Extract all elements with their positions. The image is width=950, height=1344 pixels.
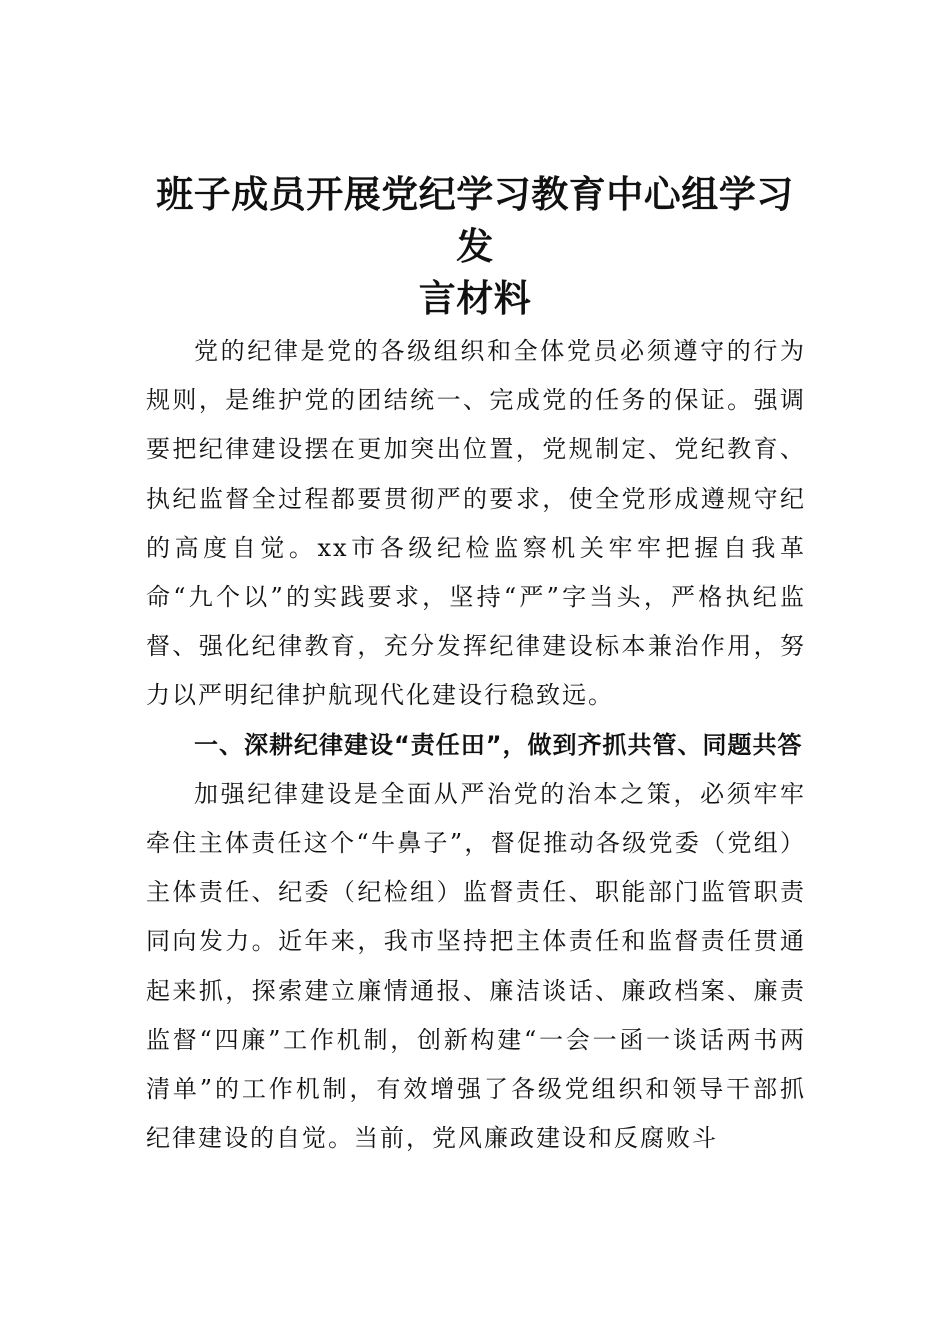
- document-title: [140, 168, 810, 324]
- document-body: [146, 327, 806, 1163]
- intro-paragraph: 党的纪律是党的各级组织和全体党员必须遵守的行为规则，是维护党的团结统一、完成党的任务的保证。强调要把纪律建设摆在更加突出位置，党规制定、党纪教育、执纪监督全过程都要贯彻严的要求，使全党形成遵规守纪的高度自觉。xx市各级纪检监察机关牢牢把握自我革命“九个以”的实践要求，坚持“严”字当头，严格执纪监督、强化纪律教育，充分发挥纪律建设标本兼治作用，努力以严明纪律护航现代化建设行稳致远。: [146, 337, 806, 710]
- document-title-line-1: 班子成员开展党纪学习教育中心组学习发: [156, 172, 794, 268]
- section-1-heading: 一、深耕纪律建设“责任田”，做到齐抓共管、同题共答: [194, 730, 803, 759]
- section-1-paragraph: 加强纪律建设是全面从严治党的治本之策，必须牢牢牵住主体责任这个“牛鼻子”，督促推动各级党委（党组）主体责任、纪委（纪检组）监督责任、职能部门监管职责同向发力。近年来，我市坚持把主体责任和监督责任贯通起来抓，探索建立廉情通报、廉洁谈话、廉政档案、廉责监督“四廉”工作机制，创新构建“一会一函一谈话两书两清单”的工作机制，有效增强了各级党组织和领导干部抓纪律建设的自觉。当前，党风廉政建设和反腐败斗: [146, 779, 806, 1153]
- document-title-line-2: 言材料: [418, 276, 532, 320]
